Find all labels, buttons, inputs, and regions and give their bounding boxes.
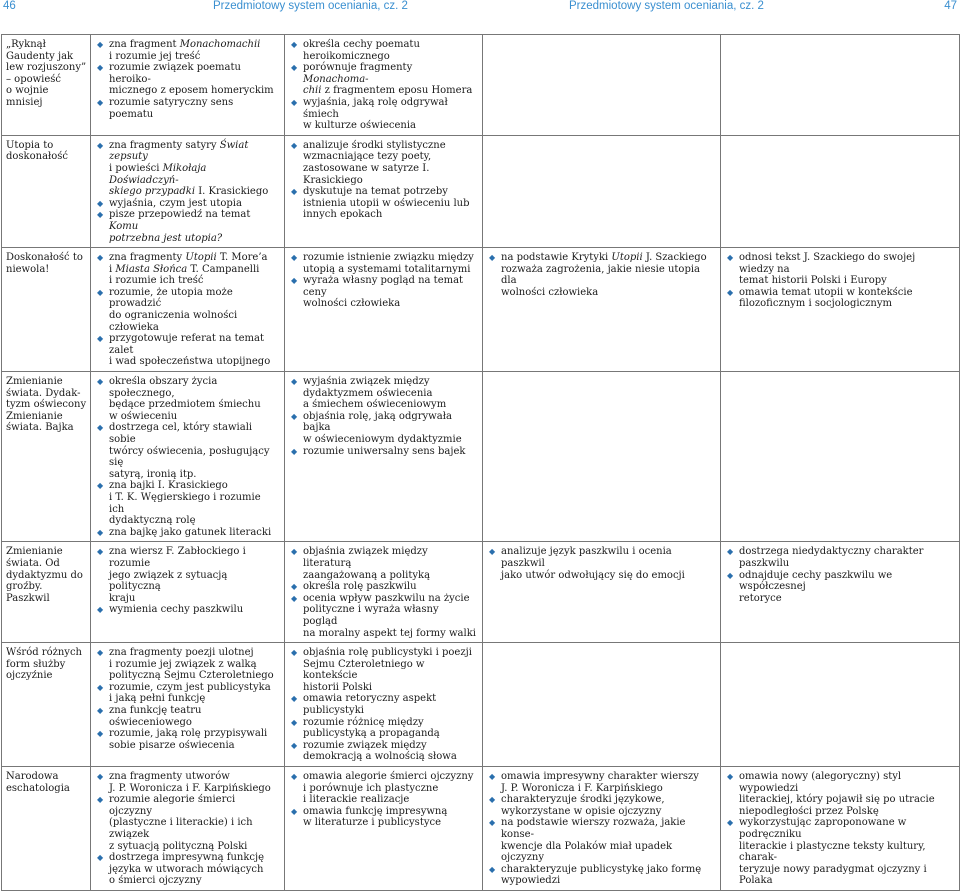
- requirement-list: [291, 376, 476, 457]
- requirement-item: [97, 852, 278, 887]
- requirement-line: temat historii Polski i Europy: [739, 275, 887, 287]
- requirement-line: a śmiechem oświeceniowym: [303, 399, 447, 411]
- requirement-line: i wad społeczeństwa utopijnego: [109, 356, 271, 368]
- requirement-line: kwencje dla Polaków miał upadek ojczyzny: [501, 840, 673, 864]
- page-number-right: 47: [944, 0, 957, 12]
- requirement-line: polityczne i wyraża własny pogląd: [303, 604, 439, 627]
- requirements-cell-c1: [91, 248, 285, 372]
- requirement-line: ◆ omawia impresywny charakter wierszy: [501, 771, 699, 783]
- requirement-item: [97, 198, 278, 210]
- topic-cell: [2, 135, 91, 247]
- requirements-cell-c1: [91, 372, 285, 542]
- requirement-line: wzmacniające tezy poety,: [303, 151, 432, 163]
- requirement-line: ◆ objaśnia rolę publicystyki i poezji: [303, 647, 472, 659]
- requirements-cell-c2: [285, 542, 483, 643]
- requirement-line: sobie pisarze oświecenia: [109, 739, 235, 751]
- requirement-line: ◆ zna fragment Monachomachii: [109, 39, 261, 50]
- requirement-item: [97, 39, 278, 62]
- requirement-line: dydaktyzmem oświecenia: [303, 387, 433, 399]
- requirement-item: [97, 62, 278, 97]
- requirement-item: [291, 740, 476, 763]
- requirement-line: i Miasta Słońca T. Campanelli: [109, 263, 260, 275]
- table-row: [2, 248, 960, 372]
- requirement-item: [97, 728, 278, 751]
- requirement-list: [727, 252, 953, 310]
- requirement-line: ◆ wymienia cechy paszkwilu: [109, 604, 244, 616]
- requirements-cell-c1: [91, 135, 285, 247]
- requirement-line: J. P. Woronicza i F. Karpińskiego: [501, 782, 663, 794]
- requirement-item: [291, 693, 476, 716]
- requirement-item: [97, 422, 278, 480]
- topic-line: groźby. Paszkwil: [6, 581, 50, 604]
- requirement-line: wykorzystane w opisie ojczyzny: [501, 805, 662, 817]
- requirement-line: (plastyczne i literackie) i ich związek: [109, 817, 253, 840]
- requirement-line: ◆ zna funkcję teatru oświeceniowego: [109, 705, 202, 728]
- requirement-line: ◆ zna fragmenty Utopii T. More’a: [109, 252, 268, 264]
- requirements-cell-c2: [285, 248, 483, 372]
- header-title-right: Przedmiotowy system oceniania, cz. 2: [569, 0, 764, 12]
- requirements-cell-c4: [721, 643, 960, 767]
- requirement-line: ◆ dyskutuje na temat potrzeby: [303, 186, 448, 198]
- requirements-cell-c3: [483, 767, 721, 891]
- header-title-left: Przedmiotowy system oceniania, cz. 2: [213, 0, 408, 12]
- requirement-item: [727, 546, 953, 569]
- topic-line: o wojnie mnisiej: [6, 85, 49, 108]
- requirement-item: [97, 771, 278, 794]
- requirement-line: J. P. Woronicza i F. Karpińskiego: [109, 782, 271, 794]
- requirement-item: [489, 817, 714, 863]
- table-row: [2, 767, 960, 891]
- requirement-item: [291, 97, 476, 132]
- requirements-cell-c1: [91, 542, 285, 643]
- topic-line: form służby: [6, 658, 66, 670]
- requirement-line: innych epokach: [303, 209, 383, 221]
- requirement-line: języka w utworach mówiących: [109, 863, 264, 875]
- requirements-cell-c4: [721, 248, 960, 372]
- requirement-line: ◆ odnajduje cechy paszkwilu we współczesnej: [739, 569, 893, 593]
- requirement-line: i powieści Mikołaja Doświadczyń-: [109, 162, 207, 186]
- requirement-list: [291, 647, 476, 763]
- requirement-line: dydaktyczną rolę: [109, 515, 196, 527]
- grading-requirements-table: [1, 34, 960, 891]
- requirement-line: Sejmu Czteroletniego w kontekście: [303, 658, 425, 682]
- requirement-list: [97, 140, 278, 244]
- requirement-line: ◆ rozumie, czym jest publicystyka: [109, 681, 271, 693]
- requirement-line: i rozumie ich treść: [109, 275, 204, 287]
- requirement-list: [489, 252, 714, 298]
- requirement-line: satyrą, ironią itp.: [109, 468, 197, 480]
- requirement-item: [97, 604, 278, 616]
- topic-line: Zmienianie: [6, 376, 63, 388]
- requirement-item: [489, 252, 714, 298]
- requirement-line: micznego z eposem homeryckim: [109, 85, 274, 97]
- requirement-item: [97, 682, 278, 705]
- topic-line: świata. Dydak-: [6, 387, 81, 399]
- requirement-item: [291, 647, 476, 693]
- requirement-line: w literaturze i publicystyce: [303, 817, 442, 829]
- requirement-line: ◆ rozumie istnienie związku między: [303, 252, 474, 264]
- requirement-item: [489, 771, 714, 794]
- topic-cell: [2, 542, 91, 643]
- requirement-item: [291, 771, 476, 806]
- topic-line: – opowieść: [6, 73, 62, 85]
- requirement-line: wolności człowieka: [303, 298, 401, 310]
- requirement-line: twórcy oświecenia, posługujący się: [109, 445, 270, 469]
- requirement-line: polityczną Sejmu Czteroletniego: [109, 670, 274, 682]
- requirement-line: ◆ charakteryzuje publicystykę jako formę: [501, 863, 702, 875]
- table-row: [2, 135, 960, 247]
- requirement-line: ◆ dostrzega cel, który stawiali sobie: [109, 422, 253, 445]
- requirement-item: [291, 252, 476, 275]
- requirement-item: [97, 546, 278, 604]
- requirement-line: wolności człowieka: [501, 286, 599, 298]
- requirement-line: demokracją a wolnością słowa: [303, 751, 457, 763]
- requirement-list: [97, 252, 278, 368]
- requirement-line: zastosowane w satyrze I. Krasickiego: [303, 162, 430, 186]
- requirement-item: [727, 771, 953, 817]
- requirement-line: ◆ rozumie, że utopia może prowadzić: [109, 286, 233, 310]
- topic-cell: [2, 643, 91, 767]
- requirement-line: ◆ analizuje środki stylistyczne: [303, 139, 446, 151]
- requirement-line: potrzebna jest utopia?: [109, 232, 223, 244]
- requirement-line: ◆ rozumie, jaką rolę przypisywali: [109, 728, 268, 740]
- requirement-line: heroikomicznego: [303, 50, 390, 62]
- requirement-line: rozważa zagrożenia, jakie niesie utopia dla: [501, 263, 701, 287]
- topic-line: „Ryknął: [6, 39, 46, 50]
- requirement-item: [489, 864, 714, 887]
- requirement-line: zaangażowaną a polityką: [303, 569, 431, 581]
- requirement-line: istnienia utopii w oświeceniu lub: [303, 197, 470, 209]
- requirement-item: [727, 252, 953, 287]
- requirement-line: utopią a systemami totalitarnymi: [303, 263, 471, 275]
- requirement-list: [489, 546, 714, 581]
- topic-line: doskonałość: [6, 151, 69, 163]
- requirement-item: [291, 275, 476, 310]
- requirement-line: ◆ wyraża własny pogląd na temat ceny: [303, 275, 464, 298]
- requirement-item: [291, 546, 476, 581]
- requirement-line: publicystyką a propagandą: [303, 728, 440, 740]
- requirement-item: [727, 570, 953, 605]
- requirement-line: i rozumie jej treść: [109, 50, 201, 62]
- requirement-item: [97, 480, 278, 526]
- requirement-item: [97, 97, 278, 120]
- topic-cell: [2, 767, 91, 891]
- requirement-list: [97, 546, 278, 616]
- requirement-line: ◆ omawia alegorie śmierci ojczyzny: [303, 771, 474, 783]
- requirement-line: w kulturze oświecenia: [303, 120, 416, 132]
- requirement-item: [97, 287, 278, 333]
- requirement-line: wypowiedzi: [501, 875, 561, 887]
- requirement-line: ◆ zna wiersz F. Zabłockiego i rozumie: [109, 546, 246, 569]
- topic-line: lew rozjuszony”: [6, 62, 87, 74]
- topic-line: Zmienianie: [6, 410, 63, 422]
- topic-line: Utopia to: [6, 139, 54, 151]
- requirement-list: [97, 771, 278, 887]
- requirements-cell-c2: [285, 767, 483, 891]
- topic-line: świata. Bajka: [6, 422, 74, 434]
- table-row: [2, 35, 960, 136]
- topic-line: Zmienianie: [6, 546, 63, 558]
- requirements-cell-c1: [91, 767, 285, 891]
- topic-cell: [2, 35, 91, 136]
- requirement-line: ◆ porównuje fragmenty Monachoma-: [303, 62, 413, 85]
- topic-line: niewola!: [6, 263, 50, 275]
- requirement-line: i rozumie jej związek z walką: [109, 658, 257, 670]
- requirements-cell-c1: [91, 643, 285, 767]
- requirement-list: [727, 546, 953, 604]
- requirement-line: publicystyki: [303, 705, 364, 717]
- requirement-line: ◆ zna fragmenty poezji ulotnej: [109, 647, 254, 659]
- requirement-line: ◆ przygotowuje referat na temat zalet: [109, 333, 264, 356]
- requirement-item: [291, 581, 476, 593]
- requirement-line: ◆ zna bajkę jako gatunek literacki: [109, 526, 272, 538]
- requirements-cell-c1: [91, 35, 285, 136]
- requirement-line: literackie i plastyczne teksty kultury, charak-: [739, 840, 926, 864]
- requirements-cell-c3: [483, 372, 721, 542]
- requirement-line: chii z fragmentem eposu Homera: [303, 85, 473, 97]
- requirement-item: [97, 705, 278, 728]
- requirement-line: ◆ rozumie uniwersalny sens bajek: [303, 445, 466, 457]
- requirement-line: retoryce: [739, 592, 782, 604]
- requirement-item: [291, 806, 476, 829]
- table-row: [2, 643, 960, 767]
- requirement-item: [291, 593, 476, 639]
- requirement-line: filozoficznym i socjologicznym: [739, 298, 892, 310]
- requirement-line: ◆ charakteryzuje środki językowe,: [501, 794, 665, 806]
- requirement-line: ◆ objaśnia związek między literaturą: [303, 546, 428, 569]
- requirement-line: ◆ zna bajki I. Krasickiego: [109, 480, 228, 492]
- requirement-list: [97, 376, 278, 538]
- requirement-line: ◆ rozumie satyryczny sens poematu: [109, 96, 234, 120]
- requirement-item: [97, 333, 278, 368]
- requirement-line: i T. K. Węgierskiego i rozumie ich: [109, 491, 261, 515]
- requirement-list: [489, 771, 714, 887]
- requirements-cell-c3: [483, 35, 721, 136]
- requirement-item: [291, 717, 476, 740]
- table-row: [2, 372, 960, 542]
- requirement-line: ◆ rozumie związek między: [303, 739, 427, 751]
- requirement-item: [97, 376, 278, 422]
- requirements-cell-c4: [721, 35, 960, 136]
- requirement-line: teryzuje nowy paradygmat ojczyzny i Polaka: [739, 863, 927, 887]
- requirements-cell-c2: [285, 35, 483, 136]
- requirement-list: [291, 252, 476, 310]
- requirement-list: [97, 647, 278, 751]
- requirement-item: [291, 39, 476, 62]
- requirement-line: ◆ rozumie związek poematu heroiko-: [109, 62, 241, 85]
- requirements-cell-c4: [721, 542, 960, 643]
- requirement-line: ◆ na podstawie wierszy rozważa, jakie konse-: [501, 817, 686, 840]
- requirement-item: [291, 411, 476, 446]
- requirement-line: na moralny aspekt tej formy walki: [303, 627, 476, 639]
- requirements-cell-c2: [285, 643, 483, 767]
- requirement-line: ◆ wyjaśnia, czym jest utopia: [109, 197, 242, 209]
- requirements-cell-c2: [285, 372, 483, 542]
- requirement-line: jego związek z sytuacją polityczną: [109, 569, 228, 593]
- topic-line: Doskonałość to: [6, 252, 83, 264]
- requirement-line: ◆ wykorzystując zaproponowane w podręczniku: [739, 817, 907, 840]
- requirements-cell-c3: [483, 135, 721, 247]
- requirement-line: ◆ dostrzega impresywną funkcję: [109, 852, 265, 864]
- requirement-line: ◆ omawia funkcję impresywną: [303, 805, 448, 817]
- requirement-list: [97, 39, 278, 120]
- topic-line: tyzm oświecony: [6, 399, 87, 411]
- requirement-item: [291, 62, 476, 97]
- topic-line: świata. Od: [6, 557, 60, 569]
- requirement-line: ◆ odnosi tekst J. Szackiego do swojej wiedzy na: [739, 252, 916, 275]
- requirement-line: ◆ zna fragmenty satyry Świat zepsuty: [109, 139, 249, 163]
- requirement-line: niepodległości przez Polskę: [739, 805, 879, 817]
- requirement-line: ◆ określa cechy poematu: [303, 39, 420, 50]
- requirement-list: [727, 771, 953, 887]
- requirement-list: [291, 140, 476, 221]
- requirement-line: literackiej, który pojawił się po utracie: [739, 794, 935, 806]
- topic-line: eschatologia: [6, 782, 70, 794]
- requirement-line: ◆ wyjaśnia, jaką rolę odgrywał śmiech: [303, 96, 448, 120]
- requirement-line: i jaką pełni funkcję: [109, 693, 206, 705]
- requirement-item: [291, 376, 476, 411]
- table-row: [2, 542, 960, 643]
- requirements-cell-c4: [721, 135, 960, 247]
- requirement-line: historii Polski: [303, 681, 373, 693]
- requirement-line: w oświeceniowym dydaktyzmie: [303, 434, 462, 445]
- requirement-item: [291, 140, 476, 186]
- requirement-line: ◆ zna fragmenty utworów: [109, 771, 230, 783]
- requirement-item: [727, 287, 953, 310]
- topic-cell: [2, 248, 91, 372]
- topic-line: Wśród różnych: [6, 647, 82, 659]
- requirement-line: ◆ ocenia wpływ paszkwilu na życie: [303, 592, 470, 604]
- requirement-item: [291, 186, 476, 221]
- requirement-line: ◆ określa obszary życia społecznego,: [109, 376, 218, 399]
- requirement-line: będące przedmiotem śmiechu: [109, 399, 261, 411]
- requirement-list: [291, 546, 476, 639]
- requirement-item: [291, 446, 476, 458]
- requirements-cell-c3: [483, 542, 721, 643]
- requirement-line: z sytuacją polityczną Polski: [109, 840, 248, 852]
- requirement-line: ◆ dostrzega niedydaktyczny charakter: [739, 546, 924, 558]
- requirement-line: ◆ objaśnia rolę, jaką odgrywała bajka: [303, 410, 452, 434]
- page-header: [0, 0, 960, 14]
- requirement-line: o śmierci ojczyzny: [109, 875, 202, 887]
- topic-line: ojczyźnie: [6, 670, 53, 682]
- requirement-line: do ograniczenia wolności człowieka: [109, 310, 238, 333]
- requirement-line: jako utwór odwołujący się do emocji: [501, 569, 685, 581]
- requirement-item: [727, 817, 953, 887]
- topic-cell: [2, 372, 91, 542]
- requirement-line: i porównuje ich plastyczne: [303, 782, 439, 794]
- requirements-cell-c3: [483, 643, 721, 767]
- requirement-item: [97, 140, 278, 198]
- requirement-list: [291, 771, 476, 829]
- requirement-list: [291, 39, 476, 132]
- requirement-line: paszkwilu: [739, 557, 790, 569]
- topic-line: Gaudenty jak: [6, 50, 74, 62]
- requirement-line: ◆ na podstawie Krytyki Utopii J. Szackiego: [501, 252, 707, 264]
- requirements-cell-c4: [721, 767, 960, 891]
- requirement-line: ◆ rozumie różnicę między: [303, 716, 424, 728]
- topic-line: dydaktyzmu do: [6, 569, 83, 581]
- requirement-item: [97, 527, 278, 539]
- requirements-cell-c4: [721, 372, 960, 542]
- requirement-line: ◆ wyjaśnia związek między: [303, 376, 430, 388]
- requirement-line: w oświeceniu: [109, 410, 178, 422]
- requirement-item: [97, 252, 278, 287]
- requirement-line: skiego przypadki I. Krasickiego: [109, 186, 269, 198]
- requirement-line: kraju: [109, 592, 136, 604]
- requirement-item: [489, 546, 714, 581]
- requirement-line: ◆ pisze przepowiedź na temat Komu: [109, 209, 251, 232]
- requirement-item: [489, 794, 714, 817]
- requirement-line: i literackie realizacje: [303, 794, 410, 806]
- requirements-cell-c2: [285, 135, 483, 247]
- requirement-line: ◆ omawia retoryczny aspekt: [303, 693, 437, 705]
- requirements-cell-c3: [483, 248, 721, 372]
- requirement-line: ◆ rozumie alegorie śmierci ojczyzny: [109, 794, 236, 817]
- requirement-line: ◆ analizuje język paszkwilu i ocenia paszkwil: [501, 546, 672, 569]
- requirement-item: [97, 794, 278, 852]
- requirement-line: ◆ omawia temat utopii w kontekście: [739, 286, 913, 298]
- page-number-left: 46: [3, 0, 16, 12]
- requirement-item: [97, 209, 278, 244]
- requirement-line: ◆ omawia nowy (alegoryczny) styl wypowiedzi: [739, 771, 902, 794]
- requirement-line: ◆ określa rolę paszkwilu: [303, 581, 417, 593]
- topic-line: Narodowa: [6, 771, 59, 783]
